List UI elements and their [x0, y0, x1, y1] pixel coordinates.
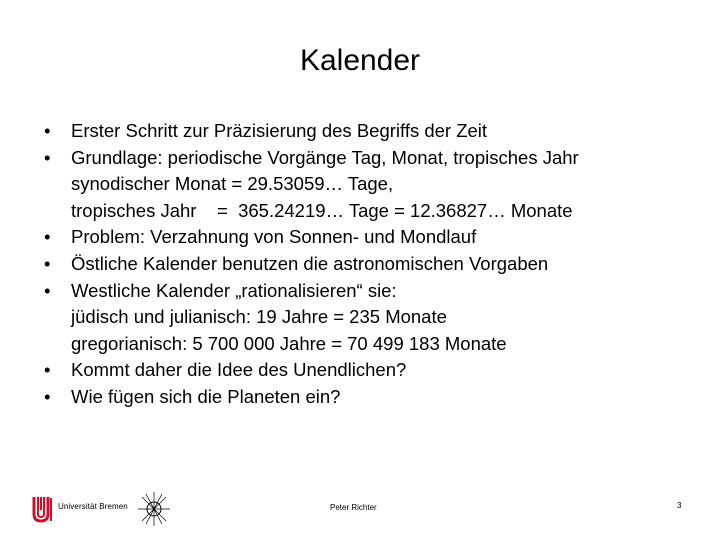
- bullet-line: gregorianisch: 5 700 000 Jahre = 70 499 183 Monate: [71, 332, 507, 354]
- bullet-line: synodischer Monat = 29.53059… Tage,: [71, 173, 394, 195]
- bullet-marker: •: [44, 359, 51, 381]
- bullet-marker: •: [44, 226, 51, 248]
- bullet-line: Erster Schritt zur Präzisierung des Begriffs der Zeit: [71, 120, 488, 141]
- star-burst-institute-icon: [138, 492, 170, 526]
- bullet-line: jüdisch und julianisch: 19 Jahre = 235 Monate: [71, 306, 447, 328]
- bullet-list: [44, 118, 694, 411]
- bullet-item: [44, 384, 694, 411]
- bullet-item: [44, 145, 694, 225]
- bullet-line: Kommt daher die Idee des Unendlichen?: [71, 359, 407, 381]
- slide-title: Kalender: [299, 44, 421, 77]
- footer-logo: [30, 490, 180, 526]
- bullet-item: [44, 224, 694, 251]
- bullet-line: tropisches Jahr = 365.24219… Tage = 12.36827… Monate: [71, 199, 573, 221]
- bullet-item: [44, 118, 694, 145]
- bullet-line: Westliche Kalender „rationalisieren“ sie:: [71, 279, 397, 301]
- bullet-item: [44, 357, 694, 384]
- bullet-marker: •: [44, 279, 51, 301]
- bullet-line: Östliche Kalender benutzen die astronomischen Vorgaben: [71, 252, 549, 274]
- university-name: Universität Bremen: [58, 502, 128, 511]
- bullet-marker: •: [44, 252, 51, 274]
- bullet-line: Wie fügen sich die Planeten ein?: [71, 385, 341, 407]
- footer-author: Peter Richter: [330, 503, 377, 512]
- bullet-line: Grundlage: periodische Vorgänge Tag, Monat, tropisches Jahr: [71, 146, 579, 168]
- bullet-marker: •: [44, 120, 51, 141]
- bullet-line: Problem: Verzahnung von Sonnen- und Mondlauf: [71, 226, 477, 248]
- bullet-item: [44, 278, 694, 358]
- bullet-marker: •: [44, 385, 51, 407]
- bullet-marker: •: [44, 146, 51, 168]
- bullet-item: [44, 251, 694, 278]
- page-number: 3: [677, 501, 682, 510]
